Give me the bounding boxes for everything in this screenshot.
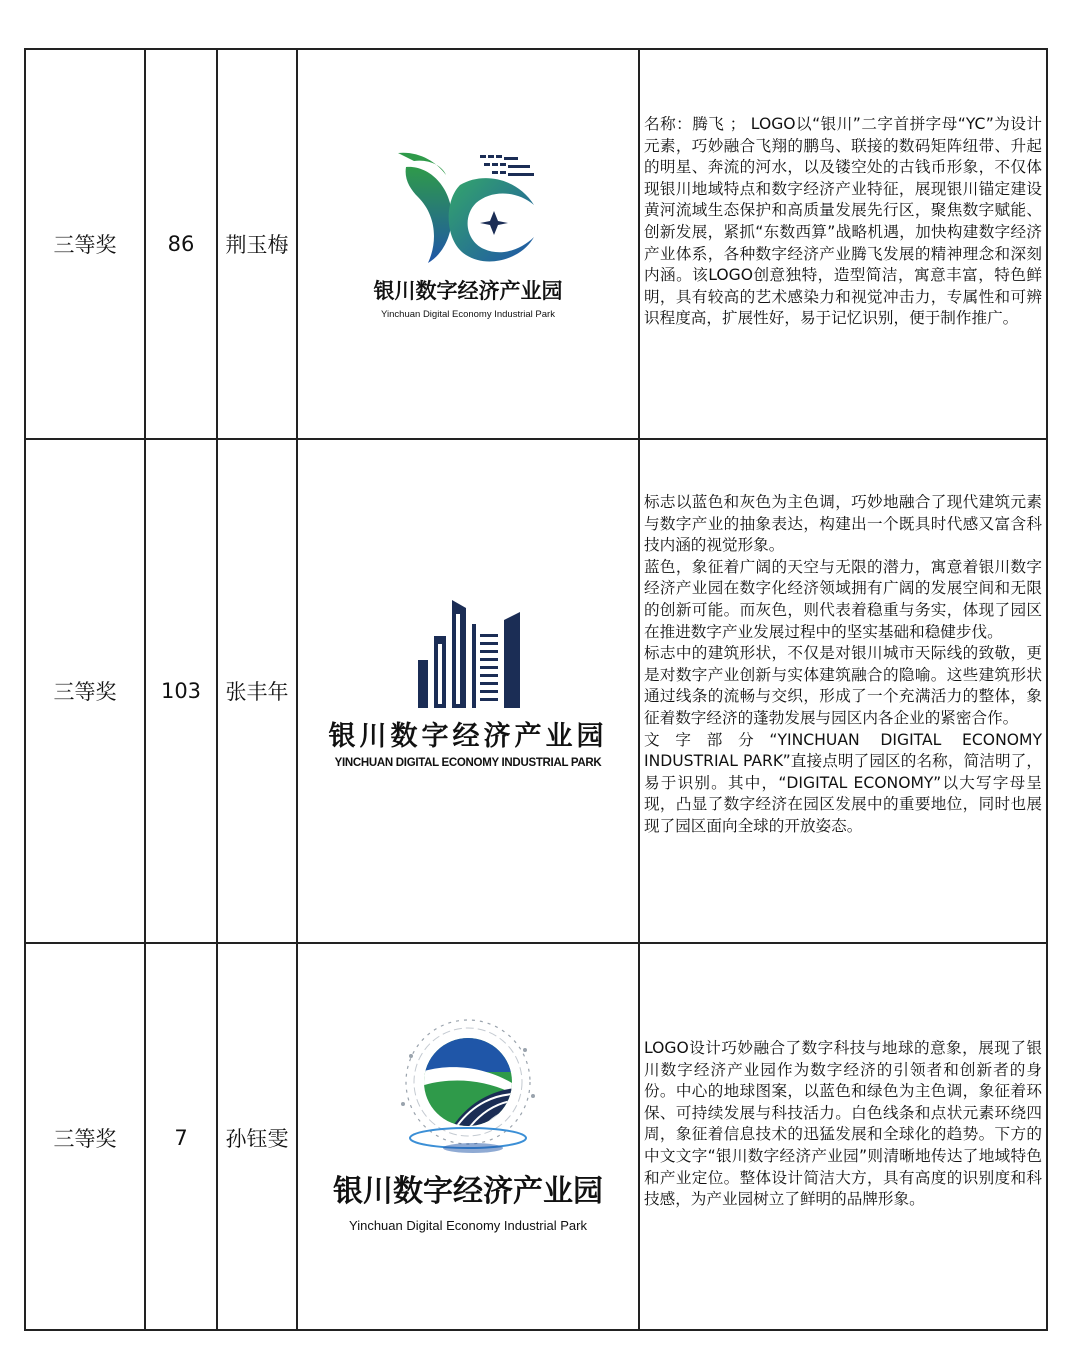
award-cell: 三等奖 — [53, 680, 117, 704]
globe-circuit-logo-icon — [393, 1016, 543, 1162]
logo-title: 银川数字经济产业园 — [333, 1174, 603, 1209]
logo-subtitle: Yinchuan Digital Economy Industrial Park — [381, 309, 555, 320]
author-name-cell: 荆玉梅 — [225, 233, 289, 257]
logo-yc — [298, 145, 638, 320]
description-text: 名称：腾飞 ； LOGO以“银川”二字首拼字母“YC”为设计元素，巧妙融合飞翔的鹏鸟、联接的数码矩阵纽带、升起的明星、奔流的河水，以及镂空处的古钱币形象，不仅体现银川地域特点和数字经济产业特征，展现银川锚定建设黄河流域生态保护和高质量发展先行区，聚焦数字赋能、创新发展，紧抓“东数西算”战略机遇，加快构建数字经济产业体系，各种数字经济产业腾飞发展的精神理念和深刻内涵。该LOGO创意独特，造型简洁，寓意丰富，特色鲜明，具有较高的艺术感染力和视觉冲击力，专属性和可辨识程度高，扩展性好，易于记忆识别，便于制作推广。 — [644, 115, 1042, 328]
city-buildings-logo-icon — [408, 600, 528, 708]
award-cell: 三等奖 — [53, 233, 117, 257]
column-divider — [638, 50, 640, 1329]
award-table — [24, 48, 1048, 1331]
logo-title: 银川数字经济产业园 — [373, 279, 563, 303]
author-name-cell: 张丰年 — [225, 680, 289, 704]
description-text: LOGO设计巧妙融合了数字科技与地球的意象，展现了银川数字经济产业园作为数字经济的引领者和创新者的身份。中心的地球图案，以蓝色和绿色为主色调，象征着环保、可持续发展与科技活力。白色线条和点状元素环绕四周，象征着信息技术的迅猛发展和全球化的趋势。下方的中文文字“银川数字经济产业园”则清晰地传达了地域特色和产业定位。整体设计简洁大方，具有高度的识别度和科技感，为产业园树立了鲜明的品牌形象。 — [644, 1039, 1042, 1209]
number-cell: 86 — [167, 232, 195, 256]
logo-globe — [298, 1016, 638, 1233]
number-cell: 103 — [160, 679, 202, 703]
description-paragraph: 蓝色，象征着广阔的天空与无限的潜力，寓意着银川数字经济产业园在数字化经济领域拥有广阔的发展空间和无限的创新可能。而灰色，则代表着稳重与务实，体现了园区在推进数字产业发展过程中的坚实基础和稳健步伐。 — [644, 557, 1042, 641]
logo-subtitle: YINCHUAN DIGITAL ECONOMY INDUSTRIAL PARK — [334, 757, 602, 769]
description-paragraph: 文字部分“YINCHUAN DIGITAL ECONOMY INDUSTRIAL PARK”直接点明了园区的名称，简洁明了，易于识别。其中，“DIGITAL ECONOMY”以大写字母呈现，凸显了数字经济在园区发展中的重要地位，同时也展现了园区面向全球的开放姿态。 — [644, 730, 1042, 835]
logo-title: 银川数字经济产业园 — [328, 721, 608, 752]
description-paragraph: 标志以蓝色和灰色为主色调，巧妙地融合了现代建筑元素与数字产业的抽象表达，构建出一个既具时代感又富含科技内涵的视觉形象。 — [644, 493, 1042, 555]
logo-subtitle: Yinchuan Digital Economy Industrial Park — [349, 1218, 587, 1233]
award-cell: 三等奖 — [53, 1126, 117, 1151]
yc-bird-logo-icon — [388, 145, 548, 265]
description-paragraph: 标志中的建筑形状，不仅是对银川城市天际线的致敬，更是对数字产业创新与实体建筑融合的隐喻。这些建筑形状通过线条的流畅与交织，形成了一个充满活力的整体，象征着数字经济的蓬勃发展与园区内各企业的紧密合作。 — [644, 644, 1042, 727]
number-cell: 7 — [174, 1125, 188, 1150]
description-block — [644, 492, 1042, 838]
logo-buildings — [298, 600, 638, 769]
author-name-cell: 孙钰雯 — [225, 1126, 289, 1151]
